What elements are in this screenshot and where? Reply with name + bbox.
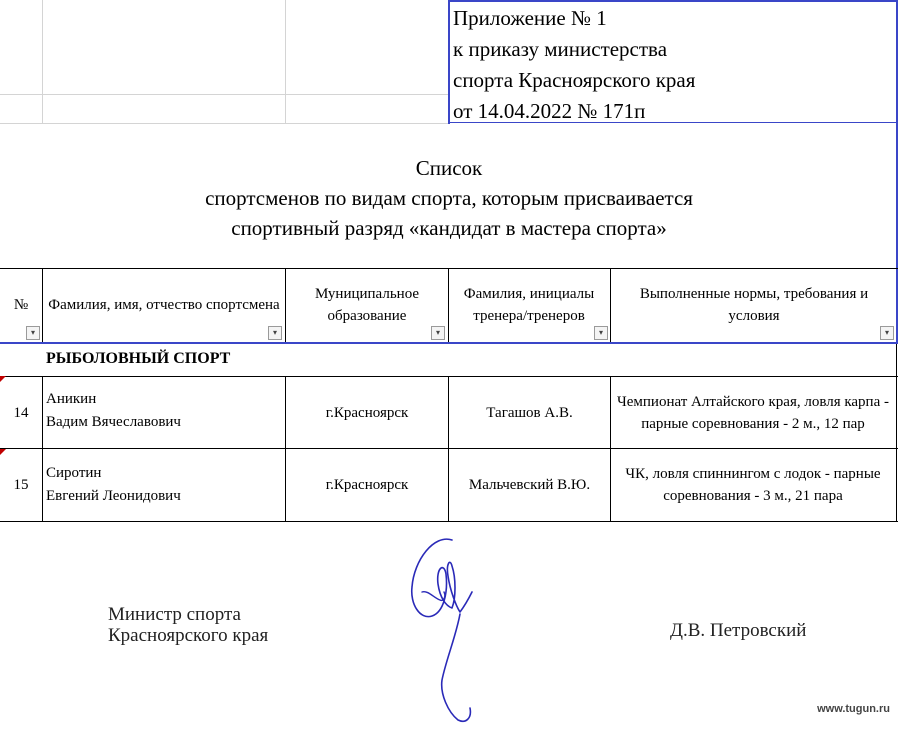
appendix-date: от 14.04.2022 № 171п — [453, 99, 646, 123]
filter-dropdown-name[interactable]: ▾ — [268, 326, 282, 340]
athlete-surname: Сиротин — [46, 465, 102, 481]
table-border — [285, 268, 286, 342]
table-border — [42, 376, 43, 522]
athlete-surname: Аникин — [46, 391, 97, 407]
table-border — [610, 376, 611, 522]
document-subtitle-1: спортсменов по видам спорта, которым присваивается — [205, 186, 693, 210]
header-municipality: Муниципальное образование — [314, 286, 420, 324]
athlete-given-names: Вадим Вячеславович — [46, 414, 181, 430]
filter-dropdown-municipality[interactable]: ▾ — [431, 326, 445, 340]
table-border — [0, 268, 898, 269]
signatory-name: Д.В. Петровский — [670, 620, 807, 641]
norms-cell: ЧК, ловля спиннингом с лодок - парные соревнования - 3 м., 21 пара — [625, 466, 881, 504]
municipality-cell: г.Красноярск — [325, 477, 409, 493]
appendix-line-1: Приложение № 1 — [453, 6, 607, 30]
filter-dropdown-number[interactable]: ▾ — [26, 326, 40, 340]
section-title: РЫБОЛОВНЫЙ СПОРТ — [46, 350, 231, 367]
filter-dropdown-coach[interactable]: ▾ — [594, 326, 608, 340]
signatory-position-line-1: Министр спорта — [108, 604, 241, 625]
coach-cell: Мальчевский В.Ю. — [468, 477, 591, 493]
watermark: www.tugun.ru — [817, 703, 890, 715]
gridline — [42, 0, 43, 123]
table-border — [610, 268, 611, 342]
header-number: № — [13, 297, 29, 313]
table-border — [448, 268, 449, 342]
appendix-line-3: спорта Красноярского края — [453, 68, 696, 92]
header-coach: Фамилия, инициалы тренера/тренеров — [463, 286, 595, 324]
selection-border-top — [448, 0, 898, 2]
gridline — [0, 94, 448, 95]
table-border — [896, 344, 897, 522]
document-subtitle-2: спортивный разряд «кандидат в мастера спорта» — [231, 216, 667, 240]
handwritten-signature — [400, 532, 500, 727]
header-full-name: Фамилия, имя, отчество спортсмена — [48, 297, 280, 313]
selection-border-left — [448, 0, 450, 124]
athlete-given-names: Евгений Леонидович — [46, 488, 181, 504]
document-title: Список — [415, 156, 483, 180]
athlete-name — [46, 388, 181, 434]
signatory-position-line-2: Красноярского края — [108, 625, 269, 646]
header-norms: Выполненные нормы, требования и условия — [639, 286, 869, 324]
row-number: 14 — [13, 404, 29, 421]
gridline — [285, 0, 286, 123]
selection-border-bottom — [0, 342, 898, 344]
row-number: 15 — [13, 477, 29, 493]
appendix-line-2: к приказу министерства — [453, 37, 668, 61]
gridline — [0, 123, 448, 124]
table-border — [42, 268, 43, 342]
coach-cell: Тагашов А.В. — [486, 404, 573, 421]
filter-dropdown-norms[interactable]: ▾ — [880, 326, 894, 340]
norms-cell: Чемпионат Алтайского края, ловля карпа - парные соревнования - 2 м., 12 пар — [616, 393, 889, 432]
table-border — [0, 521, 898, 522]
municipality-cell: г.Красноярск — [325, 404, 409, 421]
athlete-name — [46, 462, 181, 508]
